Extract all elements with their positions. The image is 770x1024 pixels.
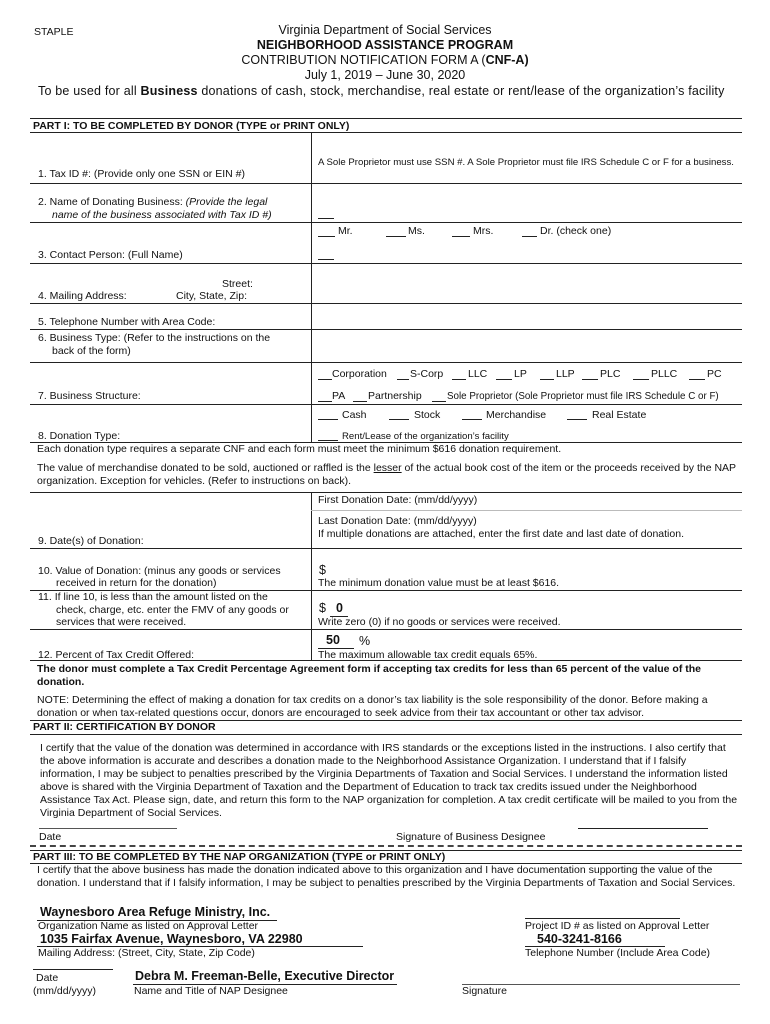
minimum-donation-note: The minimum donation value must be at least $616.: [318, 577, 560, 589]
donor-date-label: Date: [39, 831, 62, 843]
nap-designee-label: Name and Title of NAP Designee: [134, 985, 288, 997]
fmv-label-line2: check, charge, etc. enter the FMV of any goods or: [56, 604, 289, 616]
structure-s-corp[interactable]: S-Corp: [410, 368, 444, 380]
contact-person-label: 3. Contact Person: (Full Name): [38, 249, 183, 261]
nap-certification-text: I certify that the above business has made the donation indicated above to this organization and I have documentation supporting the value of the donation. I understand that if I falsify information, I may be subject to penalties prescribed by the Virginia Departments of Taxation and Social Services.: [37, 864, 736, 889]
fmv-label-line1: 11. If line 10, is less than the amount listed on the: [38, 591, 268, 603]
organization-name-label: Organization Name as listed on Approval Letter: [38, 920, 259, 932]
salutation-ms[interactable]: Ms.: [408, 225, 425, 237]
telephone-label: 5. Telephone Number with Area Code:: [38, 316, 216, 328]
telephone-label-nap: Telephone Number (Include Area Code): [525, 947, 711, 959]
part2-heading: PART II: CERTIFICATION BY DONOR: [33, 721, 216, 733]
business-structure-label: 7. Business Structure:: [38, 390, 141, 402]
structure-llc[interactable]: LLC: [468, 368, 488, 380]
donation-value-hint: received in return for the donation): [56, 577, 217, 589]
mailing-address-label-nap: Mailing Address: (Street, City, State, Zip Code): [38, 947, 255, 959]
fmv-value[interactable]: 0: [336, 601, 343, 615]
donor-certification-text: I certify that the value of the donation was determined in accordance with IRS standards or the exceptions listed in the instructions. I also certify that the above information is accurate and describes a donation made to the Neighborhood Assistance Organization. I understand that if I falsify information, I may be subject to penalties prescribed by the Virginia Departments of Taxation and Social Services. I understand the information listed above is shared with the Virginia Department of Taxation and the Department of Education to track tax credits issued under the Neighborhood Assistance Tax Act. Please sign, date, and return this form to the NAP organization for completion. A tax credit certificate will be mailed to you from the Virginia Department of Social Services.: [40, 742, 738, 819]
nap-signature-label: Signature: [462, 985, 507, 997]
merchandise-note: The value of merchandise donated to be sold, auctioned or raffled is the lesser of the actual book cost of the item or the proceeds received by the NAP organization. Exception for vehicles. (Refer to instructions on back).: [37, 462, 736, 487]
zero-note: Write zero (0) if no goods or services were received.: [318, 616, 561, 628]
tax-id-label: 1. Tax ID #: (Provide only one SSN or EIN #): [38, 168, 245, 180]
telephone-input[interactable]: [318, 316, 738, 329]
form-title: CONTRIBUTION NOTIFICATION FORM A (CNF-A): [241, 53, 529, 67]
nap-date-format: (mm/dd/yyyy): [33, 985, 96, 997]
donation-real-estate[interactable]: Real Estate: [592, 409, 647, 421]
business-type-label: 6. Business Type: (Refer to the instructions on the: [38, 332, 271, 344]
percent-sign: %: [359, 634, 371, 648]
donation-type-note: Each donation type requires a separate CNF and each form must meet the minimum $616 donation requirement.: [37, 443, 562, 455]
street-label: Street:: [222, 278, 253, 290]
donor-signature-label: Signature of Business Designee: [396, 831, 546, 843]
last-donation-date-label: Last Donation Date: (mm/dd/yyyy): [318, 515, 477, 527]
tax-advice-note: NOTE: Determining the effect of making a donation for tax credits on a donor’s tax liability is the sole responsibility of the donor. Before making a donation or when tax-related questions occur, donors are encouraged to seek advice from their tax accountant or other tax advisor.: [37, 694, 708, 719]
donation-value-label: 10. Value of Donation: (minus any goods or services: [38, 565, 281, 577]
donation-merchandise[interactable]: Merchandise: [486, 409, 547, 421]
max-tax-credit-note: The maximum allowable tax credit equals 65%.: [318, 649, 538, 661]
project-id-label: Project ID # as listed on Approval Letter: [525, 920, 710, 932]
nap-date-label: Date: [36, 972, 59, 984]
sole-proprietor-note: A Sole Proprietor must use SSN #. A Sole Proprietor must file IRS Schedule C or F for a business.: [318, 157, 734, 168]
tax-credit-percent-label: 12. Percent of Tax Credit Offered:: [38, 649, 195, 661]
business-type-hint: back of the form): [52, 345, 131, 357]
fmv-label-line3: services that were received.: [56, 616, 187, 628]
form-usage: To be used for all Business donations of cash, stock, merchandise, real estate or rent/lease of the organization’s facility: [38, 84, 725, 98]
business-name-input[interactable]: [338, 207, 738, 220]
city-state-zip-label: City, State, Zip:: [176, 290, 247, 302]
organization-name[interactable]: Waynesboro Area Refuge Ministry, Inc.: [40, 905, 271, 919]
structure-partnership[interactable]: Partnership: [368, 390, 422, 402]
donation-value-dollar: $: [319, 563, 326, 577]
structure-plc[interactable]: PLC: [600, 368, 621, 380]
contact-person-input[interactable]: [338, 248, 738, 261]
business-name-hint: name of the business associated with Tax ID #): [52, 209, 272, 221]
organization-phone[interactable]: 540-3241-8166: [537, 932, 622, 946]
structure-pa[interactable]: PA: [332, 390, 346, 402]
street-input[interactable]: [318, 277, 738, 290]
city-state-zip-input[interactable]: [318, 290, 738, 303]
donation-cash[interactable]: Cash: [342, 409, 367, 421]
staple-label: STAPLE: [34, 26, 74, 38]
part1-heading: PART I: TO BE COMPLETED BY DONOR (TYPE or PRINT ONLY): [33, 120, 350, 132]
multiple-donations-note: If multiple donations are attached, enter the first date and last date of donation.: [318, 528, 684, 540]
structure-llp[interactable]: LLP: [556, 368, 575, 380]
part3-heading: PART III: TO BE COMPLETED BY THE NAP ORGANIZATION (TYPE or PRINT ONLY): [33, 851, 446, 863]
organization-address[interactable]: 1035 Fairfax Avenue, Waynesboro, VA 22980: [40, 932, 303, 946]
business-name-label: 2. Name of Donating Business: (Provide the legal: [38, 196, 268, 208]
nap-designee-name[interactable]: Debra M. Freeman-Belle, Executive Director: [135, 969, 395, 983]
salutation-mr[interactable]: Mr.: [338, 225, 353, 237]
fmv-dollar: $: [319, 601, 326, 615]
structure-sole-proprietor[interactable]: Sole Proprietor (Sole Proprietor must file IRS Schedule C or F): [447, 391, 719, 402]
donation-dates-label: 9. Date(s) of Donation:: [38, 535, 144, 547]
donation-type-label: 8. Donation Type:: [38, 430, 121, 442]
mailing-address-label: 4. Mailing Address:: [38, 290, 127, 302]
structure-pc[interactable]: PC: [707, 368, 722, 380]
first-donation-date-label: First Donation Date: (mm/dd/yyyy): [318, 494, 478, 506]
donation-stock[interactable]: Stock: [414, 409, 441, 421]
tax-credit-percent-value[interactable]: 50: [326, 633, 340, 647]
business-type-input[interactable]: [318, 338, 738, 351]
program-period: July 1, 2019 – June 30, 2020: [304, 68, 466, 82]
salutation-dr[interactable]: Dr. (check one): [540, 225, 612, 237]
agency-name: Virginia Department of Social Services: [278, 23, 492, 37]
structure-pllc[interactable]: PLLC: [651, 368, 678, 380]
structure-corporation[interactable]: Corporation: [332, 368, 387, 380]
salutation-mrs[interactable]: Mrs.: [473, 225, 494, 237]
last-donation-date-input[interactable]: [520, 515, 730, 528]
donation-rent-lease[interactable]: Rent/Lease of the organization’s facility: [342, 431, 509, 442]
program-name: NEIGHBORHOOD ASSISTANCE PROGRAM: [256, 38, 514, 52]
agreement-note: The donor must complete a Tax Credit Percentage Agreement form if accepting tax credits for less than 65 percent of the value of the donation.: [37, 663, 701, 688]
donation-value-input[interactable]: [332, 563, 532, 577]
first-donation-date-input[interactable]: [520, 494, 730, 507]
structure-lp[interactable]: LP: [514, 368, 527, 380]
